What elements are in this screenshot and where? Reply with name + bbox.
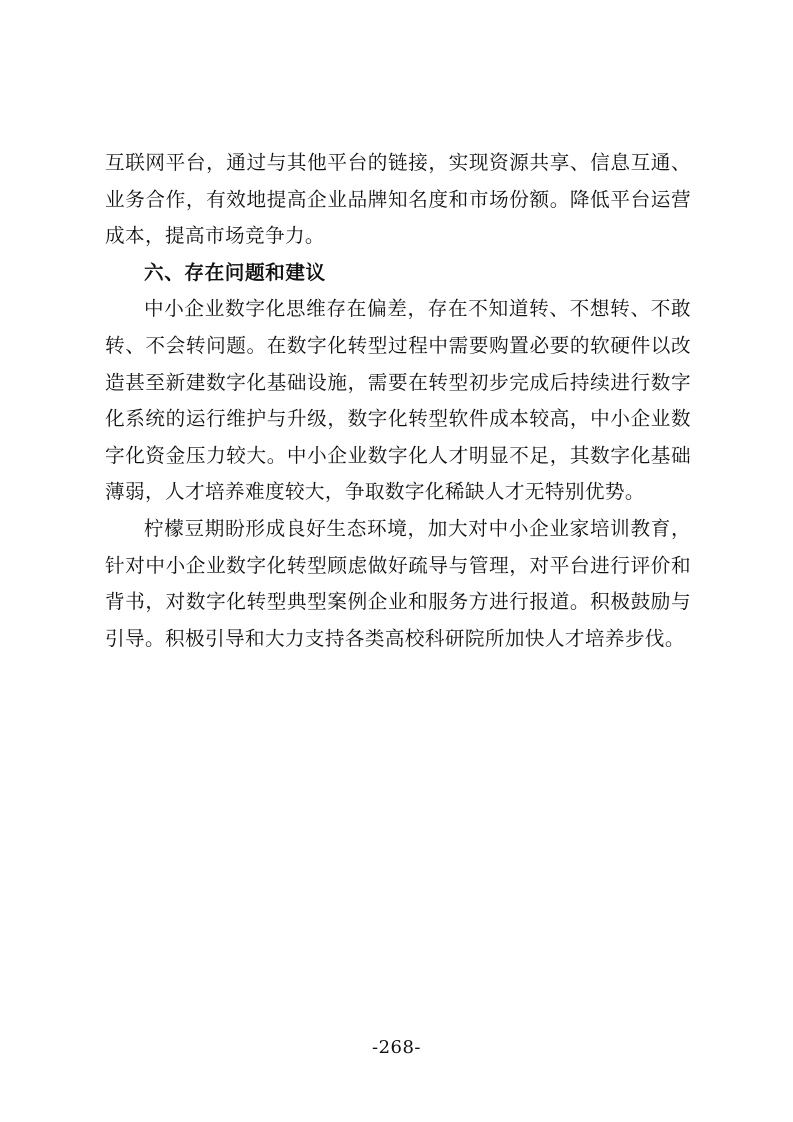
document-body [105,145,691,657]
section-heading: 六、存在问题和建议 [144,260,326,284]
page-number: -268- [371,1037,422,1058]
paragraph-suggestions: 柠檬豆期盼形成良好生态环境，加大对中小企业家培训教育，针对中小企业数字化转型顾虑做好疏导与管理，对平台进行评价和背书，对数字化转型典型案例企业和服务方进行报道。积极鼓励与引导。积极引导和大力支持各类高校科研院所加快人才培养步伐。 [105,516,691,650]
paragraph-problems: 中小企业数字化思维存在偏差，存在不知道转、不想转、不敢转、不会转问题。在数字化转型过程中需要购置必要的软硬件以改造甚至新建数字化基础设施，需要在转型初步完成后持续进行数字化系统的运行维护与升级，数字化转型软件成本较高，中小企业数字化资金压力较大。中小企业数字化人才明显不足，其数字化基础薄弱，人才培养难度较大，争取数字化稀缺人才无特别优势。 [105,297,691,504]
paragraph-continuation: 互联网平台，通过与其他平台的链接，实现资源共享、信息互通、业务合作，有效地提高企业品牌知名度和市场份额。降低平台运营成本，提高市场竞争力。 [105,151,691,248]
